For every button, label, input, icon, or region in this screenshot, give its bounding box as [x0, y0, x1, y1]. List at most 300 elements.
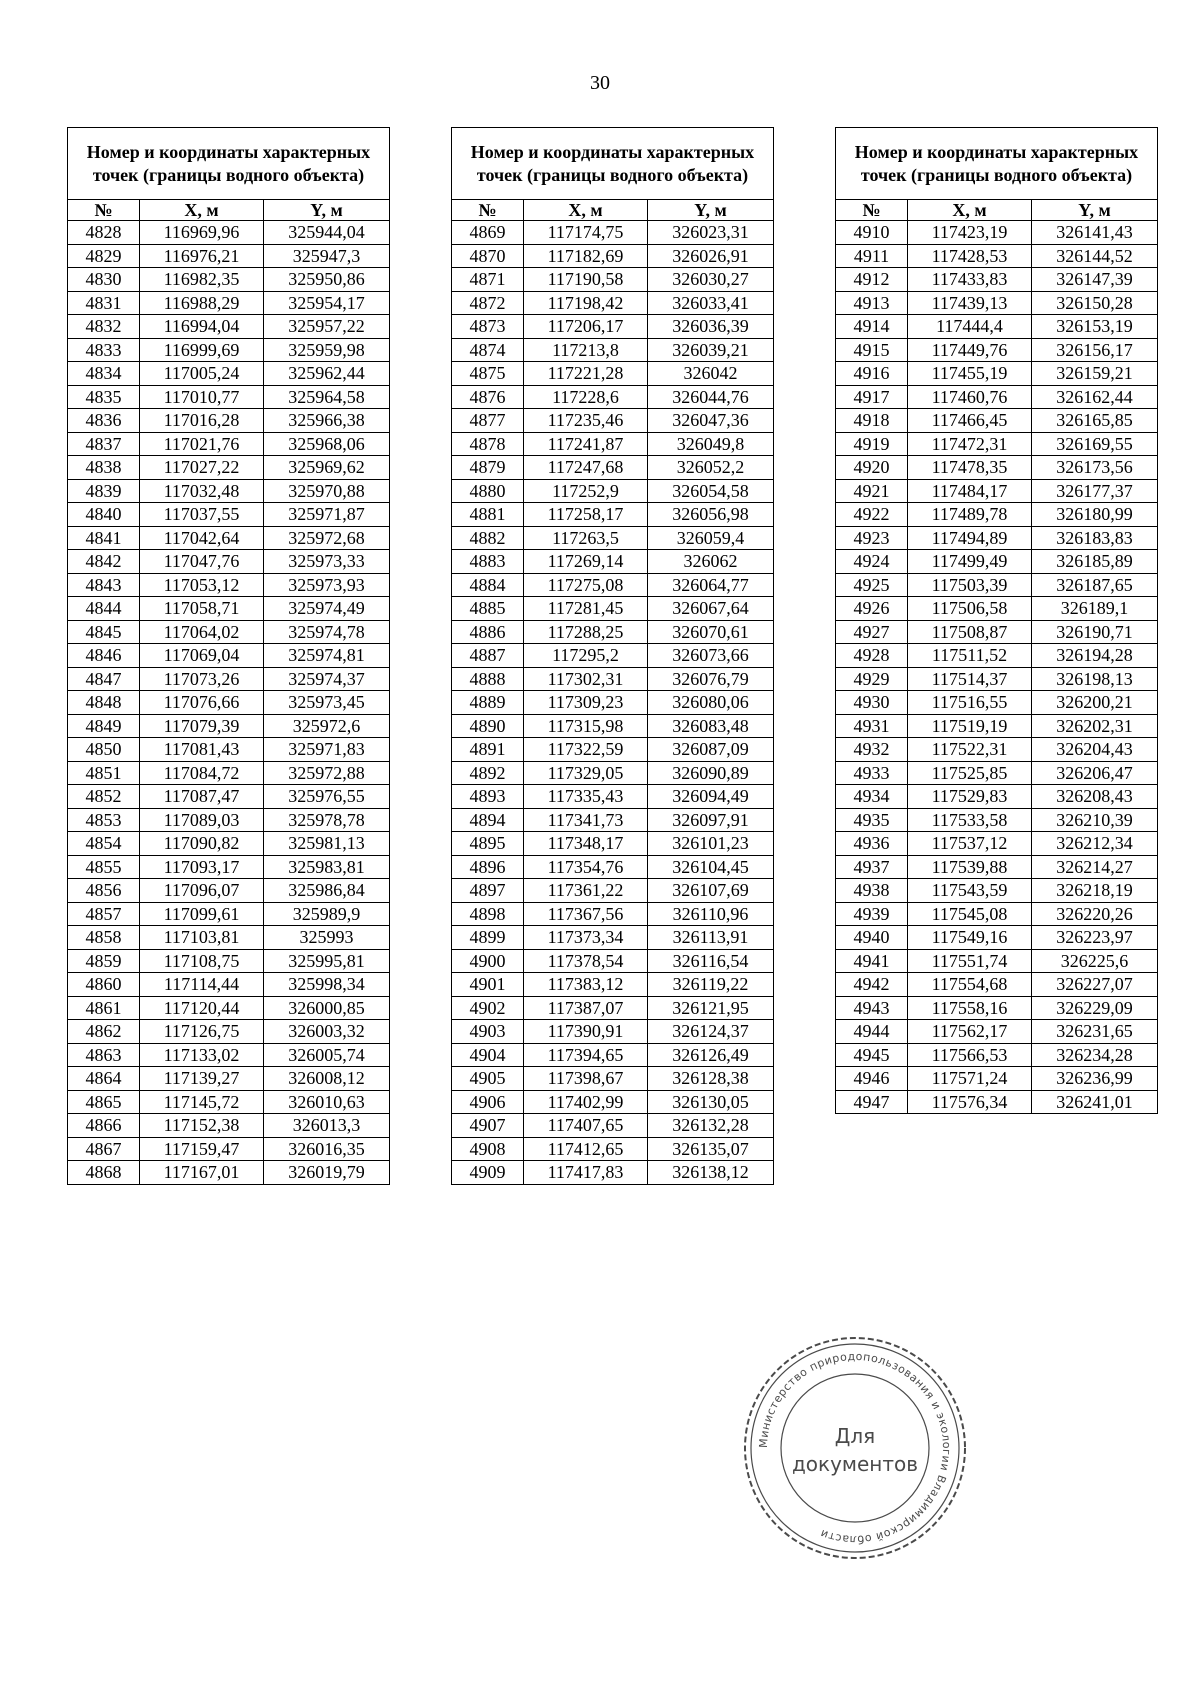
table-row: [452, 573, 774, 597]
x-coordinate-cell: 117108,75: [140, 949, 264, 973]
x-coordinate-cell: 117053,12: [140, 573, 264, 597]
y-coordinate-cell: 326124,37: [648, 1020, 774, 1044]
y-coordinate-cell: 326156,17: [1032, 338, 1158, 362]
table-row: [68, 996, 390, 1020]
x-coordinate-cell: 117423,19: [908, 221, 1032, 245]
y-coordinate-cell: 326153,19: [1032, 315, 1158, 339]
point-number-cell: 4858: [68, 926, 140, 950]
y-coordinate-cell: 326194,28: [1032, 644, 1158, 668]
x-coordinate-cell: 117126,75: [140, 1020, 264, 1044]
x-coordinate-cell: 117354,76: [524, 855, 648, 879]
y-coordinate-cell: 326013,3: [264, 1114, 390, 1138]
point-number-cell: 4913: [836, 291, 908, 315]
table-row: [452, 1067, 774, 1091]
point-number-cell: 4896: [452, 855, 524, 879]
point-number-cell: 4908: [452, 1137, 524, 1161]
point-number-cell: 4844: [68, 597, 140, 621]
point-number-cell: 4924: [836, 550, 908, 574]
x-coordinate-cell: 116982,35: [140, 268, 264, 292]
x-coordinate-cell: 117087,47: [140, 785, 264, 809]
y-coordinate-cell: 325974,78: [264, 620, 390, 644]
point-number-cell: 4895: [452, 832, 524, 856]
y-coordinate-cell: 326049,8: [648, 432, 774, 456]
table-row: [836, 385, 1158, 409]
table-row: [68, 456, 390, 480]
y-coordinate-cell: 325986,84: [264, 879, 390, 903]
x-coordinate-cell: 117460,76: [908, 385, 1032, 409]
y-coordinate-cell: 326187,65: [1032, 573, 1158, 597]
x-coordinate-cell: 117341,73: [524, 808, 648, 832]
table-row: [68, 597, 390, 621]
y-coordinate-cell: 326094,49: [648, 785, 774, 809]
table-row: [452, 620, 774, 644]
coordinates-table: [835, 127, 1158, 1114]
x-coordinate-cell: 117309,23: [524, 691, 648, 715]
y-coordinate-cell: 325971,87: [264, 503, 390, 527]
y-coordinate-cell: 326241,01: [1032, 1090, 1158, 1114]
table-row: [452, 550, 774, 574]
column-header-x: X, м: [908, 200, 1032, 221]
point-number-cell: 4942: [836, 973, 908, 997]
y-coordinate-cell: 326202,31: [1032, 714, 1158, 738]
table-row: [68, 385, 390, 409]
y-coordinate-cell: 326206,47: [1032, 761, 1158, 785]
y-coordinate-cell: 325947,3: [264, 244, 390, 268]
table-title: Номер и координаты характерных точек (границы водного объекта): [452, 128, 774, 200]
x-coordinate-cell: 117562,17: [908, 1020, 1032, 1044]
point-number-cell: 4938: [836, 879, 908, 903]
x-coordinate-cell: 117047,76: [140, 550, 264, 574]
table-row: [68, 221, 390, 245]
seal-ring-text: Министерство природопользования и экологии Владимирской области: [756, 1349, 954, 1547]
x-coordinate-cell: 117037,55: [140, 503, 264, 527]
table-row: [836, 1067, 1158, 1091]
point-number-cell: 4867: [68, 1137, 140, 1161]
column-header-y: Y, м: [648, 200, 774, 221]
point-number-cell: 4855: [68, 855, 140, 879]
table-row: [452, 597, 774, 621]
x-coordinate-cell: 117027,22: [140, 456, 264, 480]
table-row: [68, 808, 390, 832]
table-row: [68, 315, 390, 339]
y-coordinate-cell: 325974,49: [264, 597, 390, 621]
x-coordinate-cell: 117508,87: [908, 620, 1032, 644]
y-coordinate-cell: 326104,45: [648, 855, 774, 879]
x-coordinate-cell: 117484,17: [908, 479, 1032, 503]
point-number-cell: 4933: [836, 761, 908, 785]
x-coordinate-cell: 117198,42: [524, 291, 648, 315]
y-coordinate-cell: 326234,28: [1032, 1043, 1158, 1067]
point-number-cell: 4851: [68, 761, 140, 785]
table-row: [452, 409, 774, 433]
x-coordinate-cell: 117539,88: [908, 855, 1032, 879]
point-number-cell: 4884: [452, 573, 524, 597]
x-coordinate-cell: 117322,59: [524, 738, 648, 762]
point-number-cell: 4832: [68, 315, 140, 339]
x-coordinate-cell: 117302,31: [524, 667, 648, 691]
y-coordinate-cell: 325969,62: [264, 456, 390, 480]
point-number-cell: 4930: [836, 691, 908, 715]
point-number-cell: 4905: [452, 1067, 524, 1091]
y-coordinate-cell: 326229,09: [1032, 996, 1158, 1020]
point-number-cell: 4899: [452, 926, 524, 950]
y-coordinate-cell: 326138,12: [648, 1161, 774, 1185]
coordinates-table: [451, 127, 774, 1185]
x-coordinate-cell: 117241,87: [524, 432, 648, 456]
table-row: [452, 949, 774, 973]
point-number-cell: 4926: [836, 597, 908, 621]
table-row: [452, 1161, 774, 1185]
y-coordinate-cell: 326132,28: [648, 1114, 774, 1138]
point-number-cell: 4856: [68, 879, 140, 903]
y-coordinate-cell: 326165,85: [1032, 409, 1158, 433]
y-coordinate-cell: 326107,69: [648, 879, 774, 903]
x-coordinate-cell: 117387,07: [524, 996, 648, 1020]
y-coordinate-cell: 326183,83: [1032, 526, 1158, 550]
table-row: [452, 761, 774, 785]
x-coordinate-cell: 117489,78: [908, 503, 1032, 527]
y-coordinate-cell: 326008,12: [264, 1067, 390, 1091]
x-coordinate-cell: 117032,48: [140, 479, 264, 503]
y-coordinate-cell: 325964,58: [264, 385, 390, 409]
point-number-cell: 4947: [836, 1090, 908, 1114]
x-coordinate-cell: 117174,75: [524, 221, 648, 245]
column-header-x: X, м: [140, 200, 264, 221]
point-number-cell: 4902: [452, 996, 524, 1020]
table-row: [68, 1043, 390, 1067]
point-number-cell: 4838: [68, 456, 140, 480]
x-coordinate-cell: 117329,05: [524, 761, 648, 785]
table-row: [452, 385, 774, 409]
y-coordinate-cell: 326056,98: [648, 503, 774, 527]
table-row: [452, 785, 774, 809]
y-coordinate-cell: 326047,36: [648, 409, 774, 433]
x-coordinate-cell: 117537,12: [908, 832, 1032, 856]
x-coordinate-cell: 117522,31: [908, 738, 1032, 762]
table-row: [452, 479, 774, 503]
y-coordinate-cell: 325974,81: [264, 644, 390, 668]
table-row: [68, 1090, 390, 1114]
point-number-cell: 4929: [836, 667, 908, 691]
x-coordinate-cell: 117373,34: [524, 926, 648, 950]
column-header-y: Y, м: [1032, 200, 1158, 221]
table-row: [452, 832, 774, 856]
point-number-cell: 4918: [836, 409, 908, 433]
y-coordinate-cell: 326162,44: [1032, 385, 1158, 409]
y-coordinate-cell: 326110,96: [648, 902, 774, 926]
y-coordinate-cell: 326236,99: [1032, 1067, 1158, 1091]
table-row: [836, 667, 1158, 691]
y-coordinate-cell: 325957,22: [264, 315, 390, 339]
point-number-cell: 4898: [452, 902, 524, 926]
x-coordinate-cell: 117543,59: [908, 879, 1032, 903]
table-row: [68, 1137, 390, 1161]
x-coordinate-cell: 117439,13: [908, 291, 1032, 315]
official-seal-stamp: [735, 1328, 975, 1568]
x-coordinate-cell: 117472,31: [908, 432, 1032, 456]
y-coordinate-cell: 325989,9: [264, 902, 390, 926]
y-coordinate-cell: 325973,93: [264, 573, 390, 597]
y-coordinate-cell: 326200,21: [1032, 691, 1158, 715]
y-coordinate-cell: 326177,37: [1032, 479, 1158, 503]
point-number-cell: 4925: [836, 573, 908, 597]
table-row: [452, 808, 774, 832]
point-number-cell: 4866: [68, 1114, 140, 1138]
y-coordinate-cell: 325972,6: [264, 714, 390, 738]
x-coordinate-cell: 117120,44: [140, 996, 264, 1020]
point-number-cell: 4892: [452, 761, 524, 785]
point-number-cell: 4846: [68, 644, 140, 668]
table-row: [836, 879, 1158, 903]
x-coordinate-cell: 117275,08: [524, 573, 648, 597]
point-number-cell: 4890: [452, 714, 524, 738]
point-number-cell: 4873: [452, 315, 524, 339]
x-coordinate-cell: 117525,85: [908, 761, 1032, 785]
table-title: Номер и координаты характерных точек (границы водного объекта): [68, 128, 390, 200]
point-number-cell: 4852: [68, 785, 140, 809]
point-number-cell: 4839: [68, 479, 140, 503]
table-row: [836, 456, 1158, 480]
x-coordinate-cell: 117064,02: [140, 620, 264, 644]
table-row: [452, 855, 774, 879]
x-coordinate-cell: 117361,22: [524, 879, 648, 903]
x-coordinate-cell: 117221,28: [524, 362, 648, 386]
y-coordinate-cell: 326090,89: [648, 761, 774, 785]
table-row: [452, 1020, 774, 1044]
x-coordinate-cell: 117076,66: [140, 691, 264, 715]
point-number-cell: 4876: [452, 385, 524, 409]
x-coordinate-cell: 117394,65: [524, 1043, 648, 1067]
y-coordinate-cell: 326097,91: [648, 808, 774, 832]
point-number-cell: 4849: [68, 714, 140, 738]
x-coordinate-cell: 117398,67: [524, 1067, 648, 1091]
table-row: [68, 526, 390, 550]
table-row: [68, 268, 390, 292]
table-row: [836, 362, 1158, 386]
x-coordinate-cell: 117099,61: [140, 902, 264, 926]
y-coordinate-cell: 326026,91: [648, 244, 774, 268]
y-coordinate-cell: 326144,52: [1032, 244, 1158, 268]
y-coordinate-cell: 326030,27: [648, 268, 774, 292]
table-row: [452, 1043, 774, 1067]
table-row: [836, 1090, 1158, 1114]
table-row: [452, 1137, 774, 1161]
point-number-cell: 4831: [68, 291, 140, 315]
table-row: [836, 221, 1158, 245]
x-coordinate-cell: 117402,99: [524, 1090, 648, 1114]
point-number-cell: 4903: [452, 1020, 524, 1044]
x-coordinate-cell: 117295,2: [524, 644, 648, 668]
point-number-cell: 4830: [68, 268, 140, 292]
x-coordinate-cell: 117533,58: [908, 808, 1032, 832]
point-number-cell: 4848: [68, 691, 140, 715]
x-coordinate-cell: 117558,16: [908, 996, 1032, 1020]
y-coordinate-cell: 325954,17: [264, 291, 390, 315]
x-coordinate-cell: 117433,83: [908, 268, 1032, 292]
table-row: [452, 691, 774, 715]
table-row: [836, 996, 1158, 1020]
point-number-cell: 4879: [452, 456, 524, 480]
point-number-cell: 4868: [68, 1161, 140, 1185]
y-coordinate-cell: 326225,6: [1032, 949, 1158, 973]
table-row: [452, 221, 774, 245]
point-number-cell: 4847: [68, 667, 140, 691]
x-coordinate-cell: 117190,58: [524, 268, 648, 292]
y-coordinate-cell: 325998,34: [264, 973, 390, 997]
table-row: [68, 644, 390, 668]
y-coordinate-cell: 326073,66: [648, 644, 774, 668]
x-coordinate-cell: 117449,76: [908, 338, 1032, 362]
point-number-cell: 4927: [836, 620, 908, 644]
x-coordinate-cell: 117235,46: [524, 409, 648, 433]
x-coordinate-cell: 117206,17: [524, 315, 648, 339]
x-coordinate-cell: 117084,72: [140, 761, 264, 785]
y-coordinate-cell: 326064,77: [648, 573, 774, 597]
point-number-cell: 4881: [452, 503, 524, 527]
x-coordinate-cell: 117503,39: [908, 573, 1032, 597]
y-coordinate-cell: 326062: [648, 550, 774, 574]
table-row: [68, 738, 390, 762]
y-coordinate-cell: 326128,38: [648, 1067, 774, 1091]
point-number-cell: 4936: [836, 832, 908, 856]
x-coordinate-cell: 117288,25: [524, 620, 648, 644]
x-coordinate-cell: 116969,96: [140, 221, 264, 245]
y-coordinate-cell: 326180,99: [1032, 503, 1158, 527]
x-coordinate-cell: 117016,28: [140, 409, 264, 433]
x-coordinate-cell: 117079,39: [140, 714, 264, 738]
table-row: [836, 808, 1158, 832]
point-number-cell: 4919: [836, 432, 908, 456]
y-coordinate-cell: 325968,06: [264, 432, 390, 456]
x-coordinate-cell: 116976,21: [140, 244, 264, 268]
point-number-cell: 4875: [452, 362, 524, 386]
point-number-cell: 4911: [836, 244, 908, 268]
column-header-x: X, м: [524, 200, 648, 221]
point-number-cell: 4907: [452, 1114, 524, 1138]
point-number-cell: 4944: [836, 1020, 908, 1044]
point-number-cell: 4939: [836, 902, 908, 926]
point-number-cell: 4900: [452, 949, 524, 973]
x-coordinate-cell: 116994,04: [140, 315, 264, 339]
x-coordinate-cell: 117466,45: [908, 409, 1032, 433]
x-coordinate-cell: 117213,8: [524, 338, 648, 362]
point-number-cell: 4841: [68, 526, 140, 550]
x-coordinate-cell: 117182,69: [524, 244, 648, 268]
x-coordinate-cell: 117252,9: [524, 479, 648, 503]
x-coordinate-cell: 117549,16: [908, 926, 1032, 950]
table-row: [836, 479, 1158, 503]
y-coordinate-cell: 326214,27: [1032, 855, 1158, 879]
point-number-cell: 4885: [452, 597, 524, 621]
table-row: [836, 573, 1158, 597]
x-coordinate-cell: 117428,53: [908, 244, 1032, 268]
table-row: [68, 573, 390, 597]
point-number-cell: 4871: [452, 268, 524, 292]
y-coordinate-cell: 326023,31: [648, 221, 774, 245]
x-coordinate-cell: 117444,4: [908, 315, 1032, 339]
y-coordinate-cell: 325972,68: [264, 526, 390, 550]
y-coordinate-cell: 326126,49: [648, 1043, 774, 1067]
y-coordinate-cell: 326121,95: [648, 996, 774, 1020]
table-row: [68, 479, 390, 503]
x-coordinate-cell: 117021,76: [140, 432, 264, 456]
table-row: [836, 926, 1158, 950]
x-coordinate-cell: 117005,24: [140, 362, 264, 386]
y-coordinate-cell: 325983,81: [264, 855, 390, 879]
table-row: [452, 432, 774, 456]
y-coordinate-cell: 326010,63: [264, 1090, 390, 1114]
point-number-cell: 4854: [68, 832, 140, 856]
x-coordinate-cell: 117529,83: [908, 785, 1032, 809]
x-coordinate-cell: 117571,24: [908, 1067, 1032, 1091]
y-coordinate-cell: 326070,61: [648, 620, 774, 644]
point-number-cell: 4909: [452, 1161, 524, 1185]
y-coordinate-cell: 326227,07: [1032, 973, 1158, 997]
y-coordinate-cell: 326044,76: [648, 385, 774, 409]
x-coordinate-cell: 117281,45: [524, 597, 648, 621]
table-row: [452, 503, 774, 527]
table-row: [68, 1067, 390, 1091]
y-coordinate-cell: 326210,39: [1032, 808, 1158, 832]
table-row: [68, 1020, 390, 1044]
y-coordinate-cell: 326147,39: [1032, 268, 1158, 292]
point-number-cell: 4840: [68, 503, 140, 527]
table-row: [68, 902, 390, 926]
point-number-cell: 4872: [452, 291, 524, 315]
x-coordinate-cell: 117167,01: [140, 1161, 264, 1185]
point-number-cell: 4864: [68, 1067, 140, 1091]
table-row: [452, 996, 774, 1020]
x-coordinate-cell: 116999,69: [140, 338, 264, 362]
y-coordinate-cell: 326101,23: [648, 832, 774, 856]
point-number-cell: 4935: [836, 808, 908, 832]
table-row: [68, 291, 390, 315]
y-coordinate-cell: 326189,1: [1032, 597, 1158, 621]
x-coordinate-cell: 117263,5: [524, 526, 648, 550]
point-number-cell: 4931: [836, 714, 908, 738]
y-coordinate-cell: 325973,33: [264, 550, 390, 574]
y-coordinate-cell: 326204,43: [1032, 738, 1158, 762]
x-coordinate-cell: 117383,12: [524, 973, 648, 997]
point-number-cell: 4878: [452, 432, 524, 456]
point-number-cell: 4843: [68, 573, 140, 597]
table-row: [836, 550, 1158, 574]
table-row: [836, 902, 1158, 926]
table-row: [68, 667, 390, 691]
table-row: [836, 244, 1158, 268]
point-number-cell: 4946: [836, 1067, 908, 1091]
table-row: [836, 761, 1158, 785]
y-coordinate-cell: 326190,71: [1032, 620, 1158, 644]
x-coordinate-cell: 117519,19: [908, 714, 1032, 738]
y-coordinate-cell: 326119,22: [648, 973, 774, 997]
y-coordinate-cell: 326067,64: [648, 597, 774, 621]
table-row: [68, 926, 390, 950]
table-row: [836, 432, 1158, 456]
point-number-cell: 4860: [68, 973, 140, 997]
point-number-cell: 4922: [836, 503, 908, 527]
x-coordinate-cell: 117139,27: [140, 1067, 264, 1091]
table-row: [452, 973, 774, 997]
point-number-cell: 4862: [68, 1020, 140, 1044]
point-number-cell: 4889: [452, 691, 524, 715]
table-row: [452, 456, 774, 480]
table-row: [452, 338, 774, 362]
x-coordinate-cell: 117514,37: [908, 667, 1032, 691]
x-coordinate-cell: 117417,83: [524, 1161, 648, 1185]
table-row: [452, 526, 774, 550]
y-coordinate-cell: 326080,06: [648, 691, 774, 715]
